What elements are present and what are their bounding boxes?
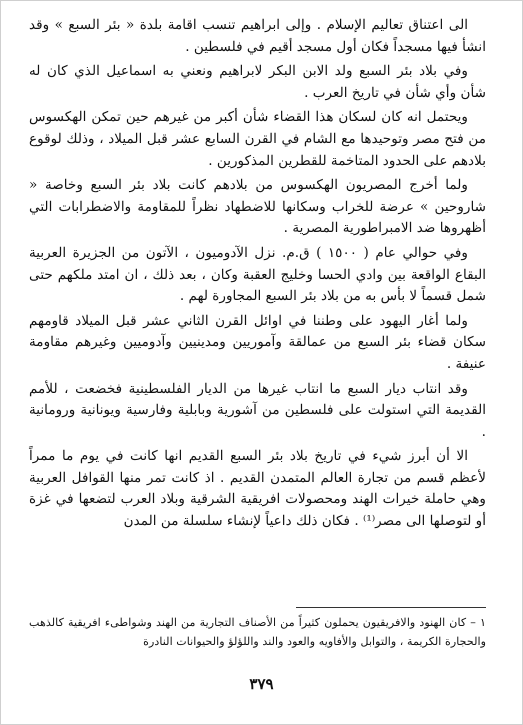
paragraph-5: وفي حوالي عام ( ١٥٠٠ ) ق.م. نزل الآدوميون ، الآتون من الجزيرة العربية البقاع الواقعة بين وادي الحسا وخليج العقبة وكان ، بعد ذلك ، ان امتد ملكهم حتى شمل قسماً لا بأس به من بلاد بئر السبع المجاورة لهم .	[29, 244, 486, 305]
paragraph-2: وفي بلاد بئر السبع ولد الابن البكر لابراهيم ونعني به اسماعيل الذي كان له شأن وأي شأن في تاريخ العرب .	[29, 63, 486, 101]
footnote: ١ – كان الهنود والافريقيون يحملون كثيراً من الأصناف التجارية من الهند وشواطىء افريقية كالذهب والحجارة الكريمة ، والتوابل والأفاويه والعود والند واللؤلؤ والحيوانات النادرة	[29, 616, 486, 648]
body-text	[29, 15, 486, 536]
footnote-divider	[296, 607, 486, 608]
paragraph-4: ولما أخرج المصريون الهكسوس من بلادهم كانت بلاد بئر السبع وخاصة « شاروحين » عرضة للخراب وسكانها للاضطهاد نظراً للمقاومة والاضطرابات التي أظهروها ضد الامبراطورية المصرية .	[29, 177, 486, 237]
paragraph-1: الى اعتناق تعاليم الإسلام . وإلى ابراهيم تنسب اقامة بلدة « بئر السبع » وقد انشأ فيها مسجداً فكان أول مسجد أقيم في فلسطين .	[29, 17, 486, 55]
page-number: ٣٧٩	[249, 675, 274, 693]
paragraph-3: ويحتمل انه كان لسكان هذا القضاء شأن أكبر من غيرهم حين تمكن الهكسوس من فتح مصر وتوحيدها مع الشام في القرن السابع عشر قبل الميلاد ، وذلك لوقوع بلادهم على الحدود المتاخمة للقطرين المذكورين .	[29, 109, 486, 169]
paragraph-6: ولما أغار اليهود على وطننا في اوائل القرن الثاني عشر قبل الميلاد قاومهم سكان قضاء بئر السبع من عمالقة وآموريين ومدينيين وآدوميين وغيرهم مقاومة عنيفة .	[29, 312, 486, 372]
paragraph-7: وقد انتاب ديار السبع ما انتاب غيرها من الديار الفلسطينية فخضعت ، للأمم القديمة التي استولت على فلسطين من آشورية وبابلية وفارسية ويونانية ورومانية .	[29, 380, 486, 440]
paragraph-8: الا أن أبرز شيء في تاريخ بلاد بئر السبع القديم انها كانت في يوم ما ممراً لأعظم قسم من تجارة العالم المتمدن القديم . اذ كانت تمر منها القوافل العربية وهي حاملة خيرات الهند ومحصولات افريقية الشرقية وبلاد العرب لتضعها في غزة أو لتوصلها الى مصر⁽¹⁾ . فكان ذلك داعياً لإنشاء سلسلة من المدن	[29, 448, 486, 530]
